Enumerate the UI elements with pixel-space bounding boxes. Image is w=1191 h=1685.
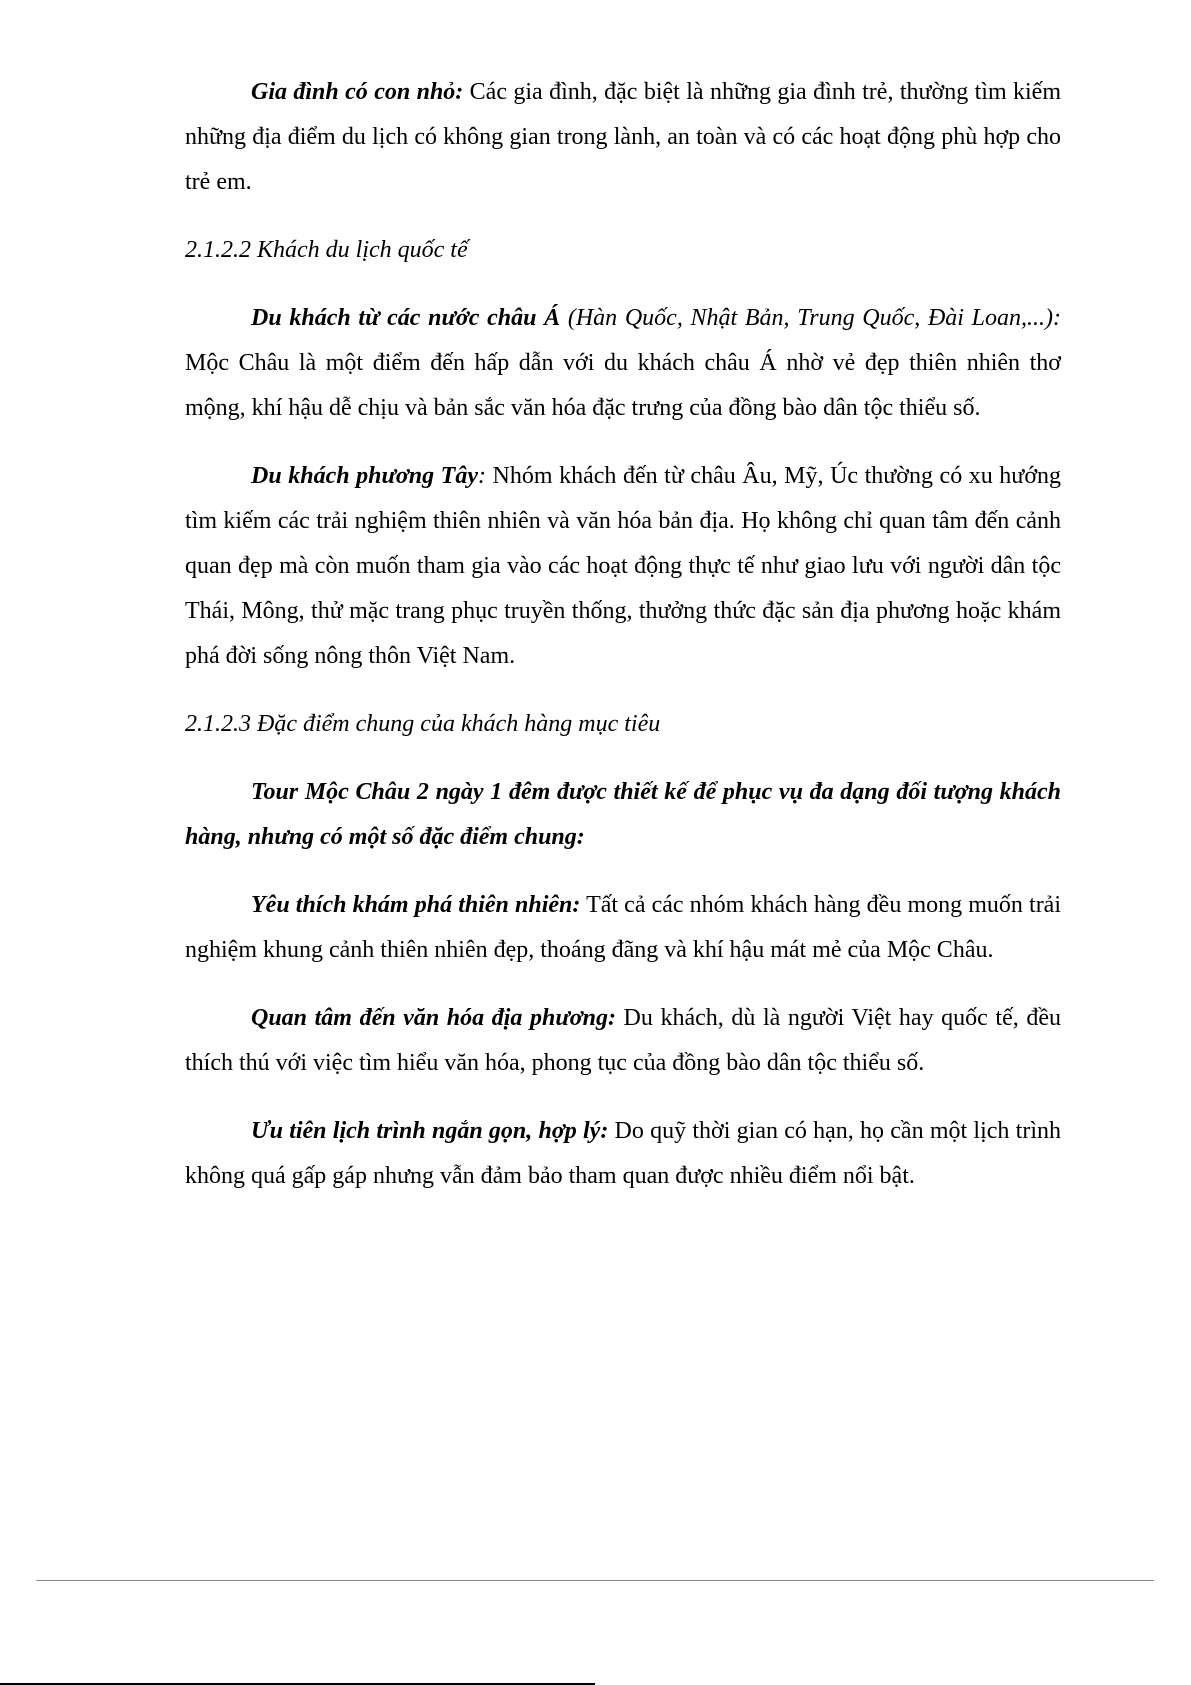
paragraph-western-tourists: [185, 454, 1061, 679]
section-heading-international-tourists: 2.1.2.2 Khách du lịch quốc tế: [185, 237, 468, 263]
paragraph-text: Nhóm khách đến từ châu Âu, Mỹ, Úc thường có xu hướng tìm kiếm các trải nghiệm thiên nhiên và văn hóa bản địa. Họ không chỉ quan tâm đến cảnh quan đẹp mà còn muốn tham gia vào các hoạt động thực tế như giao lưu với người dân tộc Thái, Mông, thử mặc trang phục truyền thống, thưởng thức đặc sản địa phương hoặc khám phá đời sống nông thôn Việt Nam.: [185, 463, 1062, 669]
paragraph-lead: Yêu thích khám phá thiên nhiên:: [251, 892, 581, 918]
paragraph-lead-italic: :: [477, 463, 486, 489]
paragraph-asian-tourists: [185, 296, 1061, 431]
paragraph-tour-summary: Tour Mộc Châu 2 ngày 1 đêm được thiết kế để phục vụ đa dạng đối tượng khách hàng, nhưng có một số đặc điểm chung:: [185, 779, 1061, 850]
paragraph-nature-lovers: [185, 883, 1061, 973]
paragraph-lead-italic: (Hàn Quốc, Nhật Bản, Trung Quốc, Đài Loan,...):: [560, 305, 1061, 331]
paragraph-families-with-children: [185, 70, 1061, 205]
paragraph-text: Các gia đình, đặc biệt là những gia đình trẻ, thường tìm kiếm những địa điểm du lịch có không gian trong lành, an toàn và có các hoạt động phù hợp cho trẻ em.: [185, 79, 1061, 195]
paragraph-text: Tất cả các nhóm khách hàng đều mong muốn trải nghiệm khung cảnh thiên nhiên đẹp, thoáng đãng và khí hậu mát mẻ của Mộc Châu.: [185, 892, 1062, 963]
paragraph-lead: Ưu tiên lịch trình ngắn gọn, hợp lý:: [251, 1118, 609, 1144]
paragraph-local-culture: [185, 996, 1061, 1086]
paragraph-text: Mộc Châu là một điểm đến hấp dẫn với du khách châu Á nhờ vẻ đẹp thiên nhiên thơ mộng, khí hậu dễ chịu và bản sắc văn hóa đặc trưng của đồng bào dân tộc thiểu số.: [185, 350, 1061, 421]
document-body: [185, 70, 1061, 1199]
paragraph-lead: Du khách từ các nước châu Á: [251, 305, 561, 331]
paragraph-lead: Quan tâm đến văn hóa địa phương:: [251, 1005, 616, 1031]
paragraph-short-itinerary: [185, 1109, 1061, 1199]
paragraph-lead: Gia đình có con nhỏ:: [251, 79, 464, 105]
paragraph-text: Du khách, dù là người Việt hay quốc tế, đều thích thú với việc tìm hiểu văn hóa, phong tục của đồng bào dân tộc thiểu số.: [185, 1005, 1061, 1076]
paragraph-lead: Du khách phương Tây: [251, 463, 478, 489]
section-heading-common-characteristics: 2.1.2.3 Đặc điểm chung của khách hàng mục tiêu: [185, 711, 661, 737]
paragraph-text: Do quỹ thời gian có hạn, họ cần một lịch trình không quá gấp gáp nhưng vẫn đảm bảo tham quan được nhiều điểm nổi bật.: [185, 1118, 1061, 1189]
footer-divider: [36, 1580, 1154, 1581]
